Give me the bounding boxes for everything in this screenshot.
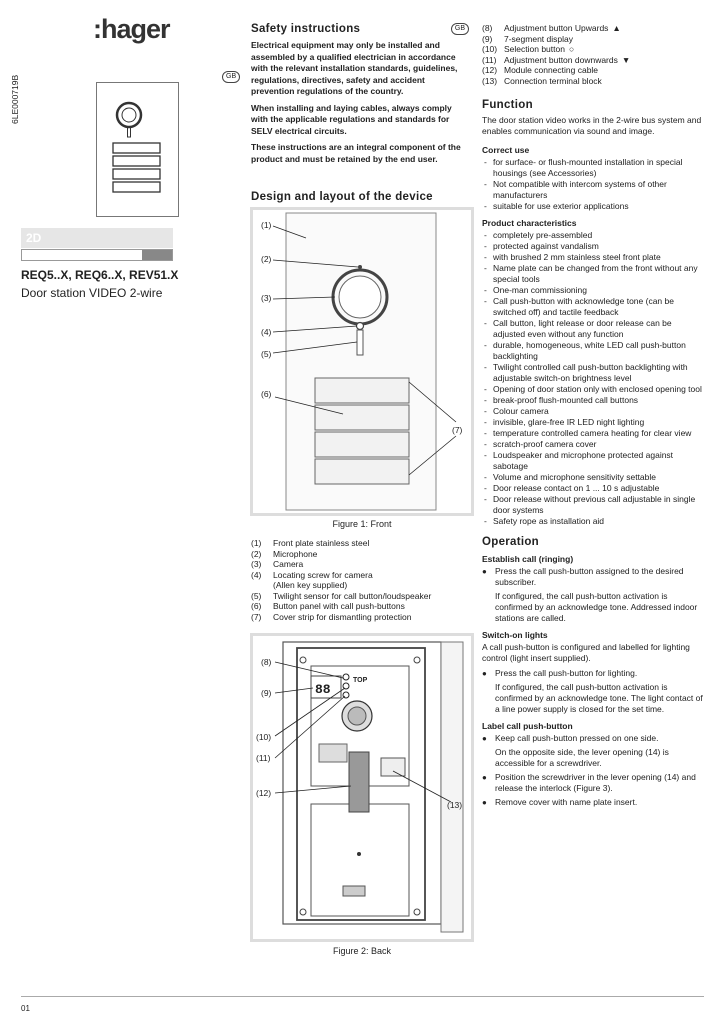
item-text: Selection button <box>504 44 565 54</box>
figure-label: (10) <box>256 732 272 742</box>
item-number: (12) <box>482 65 498 75</box>
list-item: - for surface- or flush-mounted installation in special housings (see Accessories) <box>482 157 704 179</box>
item-number: (2) <box>251 548 262 559</box>
label-button-step: ● Position the screwdriver in the lever opening (14) and release the interlock (Figure 3). <box>482 772 704 794</box>
item-number: (4) <box>251 569 262 580</box>
list-item: - suitable for use exterior applications <box>482 201 704 212</box>
list-item: - temperature controlled camera heating for clear view <box>482 428 704 439</box>
figure-label: (6) <box>261 389 272 399</box>
door-station-icon <box>97 83 178 216</box>
safety-title: Safety instructions <box>251 23 361 35</box>
figure-label: (3) <box>261 293 272 303</box>
item-number <box>251 580 273 591</box>
numbered-item <box>482 23 704 34</box>
numbered-item <box>251 570 471 581</box>
function-title: Function <box>482 99 533 111</box>
figure-2-caption: Figure 2: Back <box>332 946 392 956</box>
item-text: Microphone <box>273 548 318 559</box>
item-number: (1) <box>251 538 262 548</box>
item-text: Adjustment button downwards <box>504 54 618 65</box>
establish-call-step: ● Press the call push-button assigned to the desired subscriber. <box>482 566 704 588</box>
switch-lights-intro: A call push-button is configured and labelled for lighting control (light insert supplied). <box>482 642 690 663</box>
footer-divider <box>21 996 704 997</box>
label-button-note: On the opposite side, the lever opening (14) is accessible for a screwdriver. <box>495 747 669 768</box>
item-text: Button panel with call push-buttons <box>273 601 405 611</box>
safety-paragraph: When installing and laying cables, always comply with the applicable regulations and standards for SELV electrical circuits. <box>251 102 452 136</box>
list-item: - Name plate can be changed from the front without any special tools <box>482 263 704 285</box>
numbered-item <box>251 559 471 570</box>
language-badge: GB <box>451 23 469 35</box>
item-number: (6) <box>251 601 262 611</box>
product-illustration <box>96 82 179 217</box>
figure-label: (13) <box>447 800 463 810</box>
list-item: - Call button, light release or door release can be adjusted even without any function <box>482 318 704 340</box>
list-item: - Colour camera <box>482 406 704 417</box>
item-text: Twilight sensor for call button/loudspeaker <box>273 590 432 601</box>
numbered-item <box>251 601 471 612</box>
back-view-diagram <box>253 636 471 939</box>
item-text: (Allen key supplied) <box>273 580 348 590</box>
figure-label: (5) <box>261 349 272 359</box>
operation-title: Operation <box>482 536 540 548</box>
page-number: 01 <box>21 1004 30 1013</box>
figure-label: (7) <box>452 425 463 435</box>
list-item: - break-proof flush-mounted call buttons <box>482 395 704 406</box>
design-title: Design and layout of the device <box>251 191 433 203</box>
switch-lights-note: If configured, the call push-button activation is confirmed by an acknowledge tone. The light contact of a line power supply is closed for the set time. <box>495 682 703 714</box>
item-number: (8) <box>482 23 493 33</box>
numbered-item <box>251 612 471 623</box>
dimension-tag <box>21 228 173 248</box>
numbered-item <box>251 538 471 549</box>
list-item: - scratch-proof camera cover <box>482 439 704 450</box>
numbered-item <box>482 76 704 87</box>
numbered-item <box>482 55 704 66</box>
establish-call-note: If configured, the call push-button activation is confirmed by an acknowledge tone. Addressed indoor stations are called. <box>495 591 698 623</box>
figure-label: (1) <box>261 220 272 230</box>
list-item: - Opening of door station only with enclosed opening tool <box>482 384 704 395</box>
front-view-diagram <box>253 210 471 513</box>
right-column <box>482 23 704 811</box>
item-text: Cover strip for dismantling protection <box>273 611 412 622</box>
circle-icon: ○ <box>568 44 575 54</box>
top-marker: TOP <box>353 677 368 684</box>
figure-1-caption: Figure 1: Front <box>332 519 392 529</box>
figure-label: (2) <box>261 254 272 264</box>
numbered-item <box>251 580 471 591</box>
item-text: Front plate stainless steel <box>273 538 370 548</box>
item-number: (5) <box>251 590 262 601</box>
item-text: Module connecting cable <box>504 65 599 75</box>
seven-segment-display: 88 <box>315 682 331 697</box>
switch-lights-step: ● Press the call push-button for lighting. <box>482 668 704 679</box>
rating-bar-fill <box>142 250 172 260</box>
numbered-item <box>482 34 704 45</box>
list-item: - protected against vandalism <box>482 241 704 252</box>
list-item: - completely pre-assembled <box>482 230 704 241</box>
list-item: - One-man commissioning <box>482 285 704 296</box>
figure-front <box>250 207 474 516</box>
figure-label: (9) <box>261 688 272 698</box>
item-number: (3) <box>251 559 262 569</box>
figure-label: (4) <box>261 327 272 337</box>
list-item: - invisible, glare-free IR LED night lighting <box>482 417 704 428</box>
list-item: - Door release without previous call adjustable in single door systems <box>482 494 704 516</box>
item-number: (9) <box>482 33 493 44</box>
triangle-down-icon: ▼ <box>621 54 631 65</box>
item-text: Locating screw for camera <box>273 569 373 580</box>
figure-label: (11) <box>256 753 271 763</box>
model-number: REQ5..X, REQ6..X, REV51.X <box>21 268 179 282</box>
item-text: Connection terminal block <box>504 75 602 86</box>
item-number: (11) <box>482 54 497 65</box>
list-item: - durable, homogeneous, white LED call push-button backlighting <box>482 340 704 362</box>
numbered-item <box>251 591 471 602</box>
product-subtitle: Door station VIDEO 2-wire <box>21 286 163 300</box>
document-code: 6LE000719B <box>10 74 20 124</box>
correct-use-title: Correct use <box>482 145 530 155</box>
item-text: Adjustment button Upwards <box>504 23 609 33</box>
function-intro: The door station video works in the 2-wire bus system and enables communication via sound and image. <box>482 115 702 136</box>
list-item: - Volume and microphone sensitivity settable <box>482 472 704 483</box>
brand-logo: :hager <box>93 14 170 44</box>
tag-label: 2D <box>26 231 42 245</box>
safety-paragraph: Electrical equipment may only be installed and assembled by a qualified electrician in accordance with the relevant installation standards, guidelines, regulations, directives, safety and accident prevention regulations of the country. <box>251 40 458 96</box>
numbered-item <box>482 65 704 76</box>
numbered-item <box>251 549 471 560</box>
characteristics-title: Product characteristics <box>482 218 577 228</box>
item-number: (13) <box>482 75 498 86</box>
rating-bar <box>21 249 173 261</box>
list-item: - with brushed 2 mm stainless steel front plate <box>482 252 704 263</box>
list-item: - Door release contact on 1 ... 10 s adjustable <box>482 483 704 494</box>
item-text: 7-segment display <box>504 33 573 44</box>
figure-label: (12) <box>256 788 272 798</box>
safety-paragraph: These instructions are an integral component of the product and must be retained by the end user. <box>251 142 461 164</box>
list-item: - Call push-button with acknowledge tone (can be switched off) and tactile feedback <box>482 296 704 318</box>
list-item: - Safety rope as installation aid <box>482 516 704 527</box>
item-number: (7) <box>251 611 262 622</box>
correct-use-list <box>482 157 704 212</box>
safety-section <box>251 23 469 170</box>
label-button-step: ● Remove cover with name plate insert. <box>482 797 704 808</box>
triangle-up-icon: ▲ <box>612 23 621 33</box>
label-button-step: ● Keep call push-button pressed on one side. <box>482 733 704 744</box>
establish-call-title: Establish call (ringing) <box>482 554 574 564</box>
switch-lights-title: Switch-on lights <box>482 630 548 640</box>
back-parts-list <box>482 23 704 86</box>
front-parts-list <box>251 538 471 622</box>
label-button-title: Label call push-button <box>482 721 573 731</box>
figure-label: (8) <box>261 657 272 667</box>
list-item: - Twilight controlled call push-button backlighting with adjustable switch-on brightness level <box>482 362 704 384</box>
list-item: - Not compatible with intercom systems of other manufacturers <box>482 179 704 201</box>
characteristics-list <box>482 230 704 527</box>
item-text: Camera <box>273 559 304 569</box>
item-number: (10) <box>482 44 498 54</box>
numbered-item <box>482 44 704 55</box>
figure-back <box>250 633 474 942</box>
language-badge: GB <box>222 71 240 83</box>
list-item: - Loudspeaker and microphone protected against sabotage <box>482 450 704 472</box>
